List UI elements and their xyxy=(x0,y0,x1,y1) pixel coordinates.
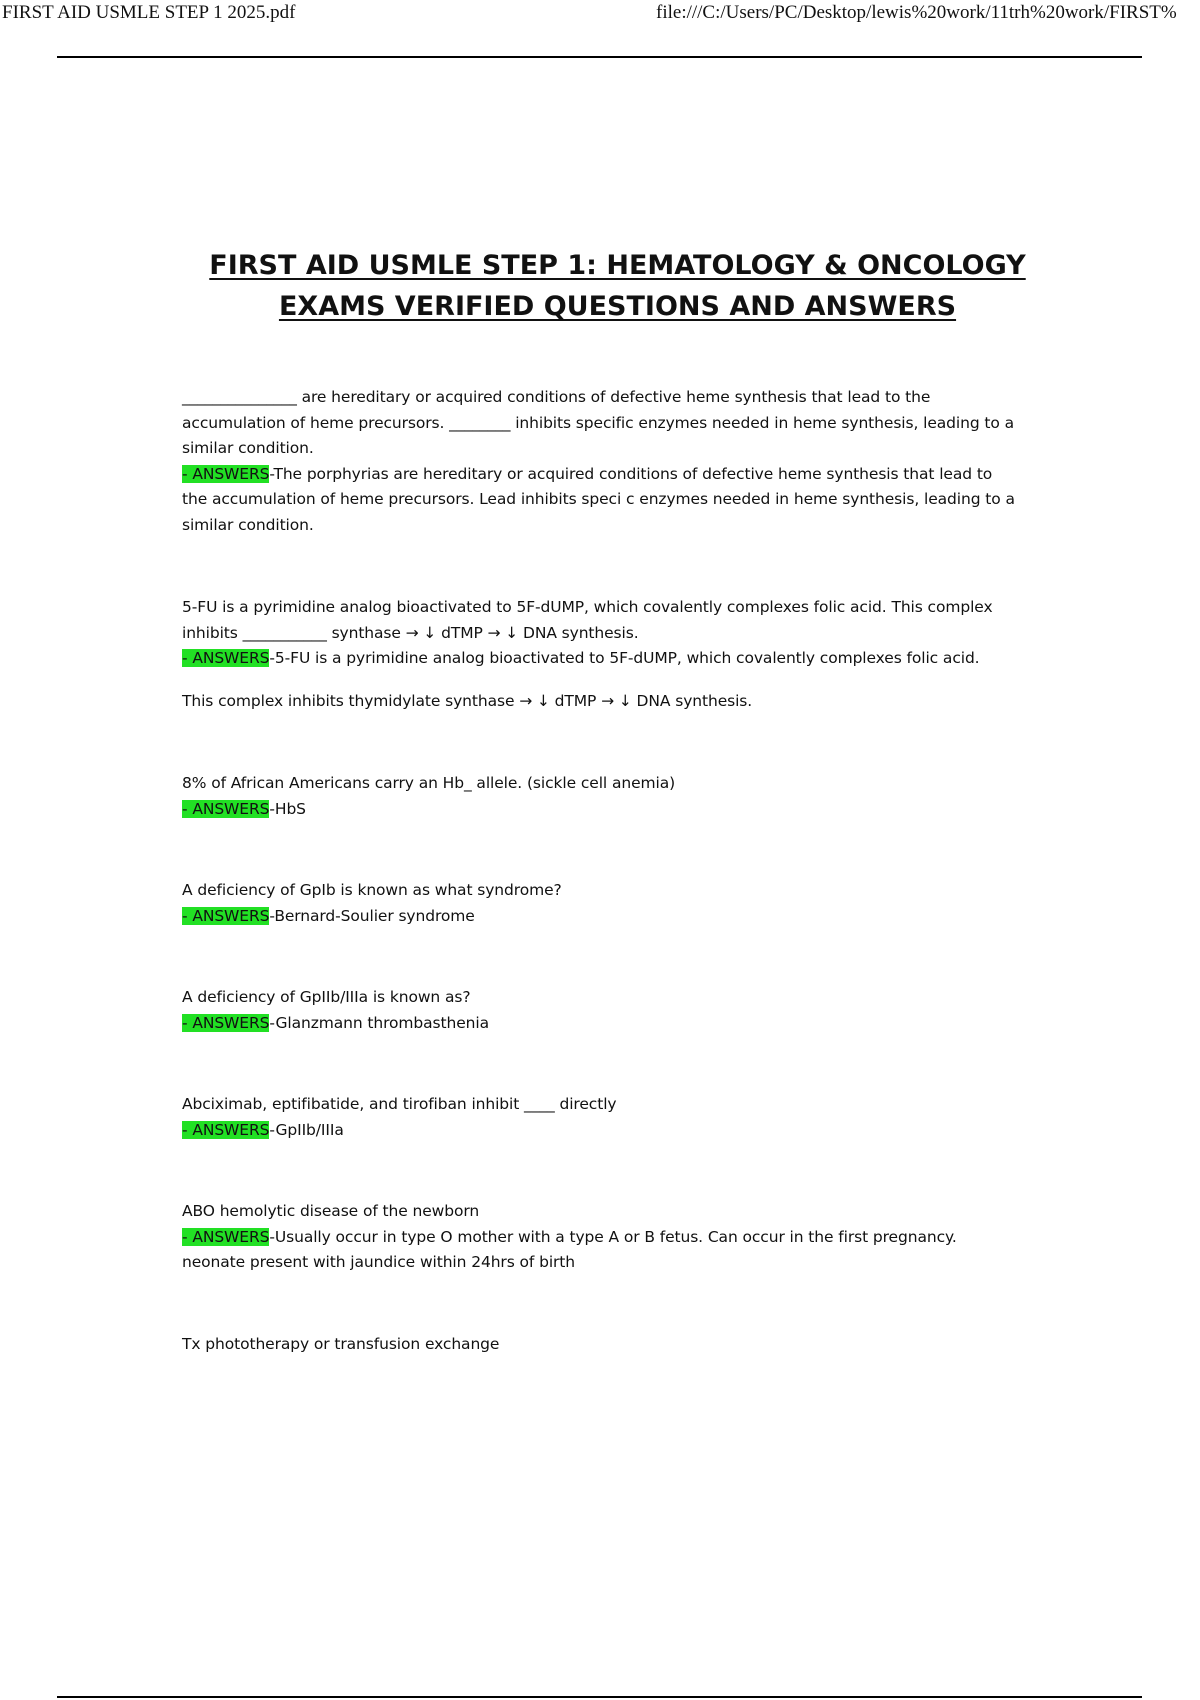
answer-text: -GpIIb/IIIa xyxy=(269,1120,344,1139)
document-title xyxy=(150,245,1085,327)
question-line: A deficiency of GpIIb/IIIa is known as? xyxy=(182,988,471,1006)
qa-item-5fu xyxy=(182,595,1052,714)
answer-line: the accumulation of heme precursors. Lead inhibits speci c enzymes needed in heme synthesis, leading to a xyxy=(182,490,1015,508)
answer-line: This complex inhibits thymidylate synthase → ↓ dTMP → ↓ DNA synthesis. xyxy=(182,691,753,710)
answer-tag: - ANSWERS xyxy=(182,799,270,818)
question-line: _______________ are hereditary or acquired conditions of defective heme synthesis that lead to the xyxy=(182,388,931,406)
answer-line xyxy=(182,797,1052,823)
document-title-line-1: FIRST AID USMLE STEP 1: HEMATOLOGY & ONCOLOGY xyxy=(209,250,1026,281)
answer-text: -Usually occur in type O mother with a type A or B fetus. Can occur in the first pregnancy. xyxy=(269,1227,957,1246)
question-line: accumulation of heme precursors. ________ inhibits specific enzymes needed in heme synthesis, leading to a xyxy=(182,413,1014,432)
qa-item-abciximab xyxy=(182,1092,1052,1143)
answer-text: -The porphyrias are hereditary or acquired conditions of defective heme synthesis that lead to xyxy=(269,464,993,483)
question-line: Abciximab, eptifibatide, and tirofiban inhibit ____ directly xyxy=(182,1095,617,1113)
question-line: 5-FU is a pyrimidine analog bioactivated to 5F-dUMP, which covalently complexes folic acid. This complex xyxy=(182,598,993,616)
answer-text: -HbS xyxy=(269,799,306,818)
answer-line xyxy=(182,462,1052,488)
print-header xyxy=(0,0,1200,30)
answer-tag: - ANSWERS xyxy=(182,1227,270,1246)
question-line: 8% of African Americans carry an Hb_ allele. (sickle cell anemia) xyxy=(182,774,676,792)
header-divider xyxy=(57,56,1142,58)
answer-tag: - ANSWERS xyxy=(182,1013,270,1032)
answer-line xyxy=(182,1011,1052,1037)
footer-divider xyxy=(57,1696,1142,1698)
answer-line: similar condition. xyxy=(182,515,314,534)
document-title-line-2: EXAMS VERIFIED QUESTIONS AND ANSWERS xyxy=(278,291,957,322)
answer-line xyxy=(182,904,1052,930)
question-line: ABO hemolytic disease of the newborn xyxy=(182,1202,480,1220)
print-header-title: FIRST AID USMLE STEP 1 2025.pdf xyxy=(2,2,296,23)
question-line: inhibits ___________ synthase → ↓ dTMP → ↓ DNA synthesis. xyxy=(182,623,639,642)
question-line: similar condition. xyxy=(182,439,314,457)
trailing-text: Tx phototherapy or transfusion exchange xyxy=(182,1335,500,1353)
answer-line xyxy=(182,1118,1052,1144)
qa-item-abo-hdn xyxy=(182,1199,1052,1276)
answer-tag: - ANSWERS xyxy=(182,464,270,483)
answer-tag: - ANSWERS xyxy=(182,649,270,667)
question-line: A deficiency of GpIb is known as what syndrome? xyxy=(182,881,562,899)
qa-item-hbs xyxy=(182,771,1052,822)
answer-line xyxy=(182,646,1052,672)
answer-text: -5-FU is a pyrimidine analog bioactivated to 5F-dUMP, which covalently complexes folic acid. xyxy=(269,649,980,667)
answer-tag: - ANSWERS xyxy=(182,1120,270,1139)
answer-text: -Bernard-Soulier syndrome xyxy=(269,906,475,925)
print-header-url: file:///C:/Users/PC/Desktop/lewis%20work/11trh%20work/FIRST% xyxy=(656,2,1177,23)
answer-line: neonate present with jaundice within 24hrs of birth xyxy=(182,1253,575,1271)
answer-text: -Glanzmann thrombasthenia xyxy=(269,1013,489,1032)
qa-item-gpib xyxy=(182,878,1052,929)
answer-line xyxy=(182,1225,1052,1251)
trailing-note xyxy=(182,1332,1052,1358)
answer-tag: - ANSWERS xyxy=(182,906,270,925)
qa-item-porphyria xyxy=(182,385,1052,538)
qa-item-gpiib-iiia xyxy=(182,985,1052,1036)
